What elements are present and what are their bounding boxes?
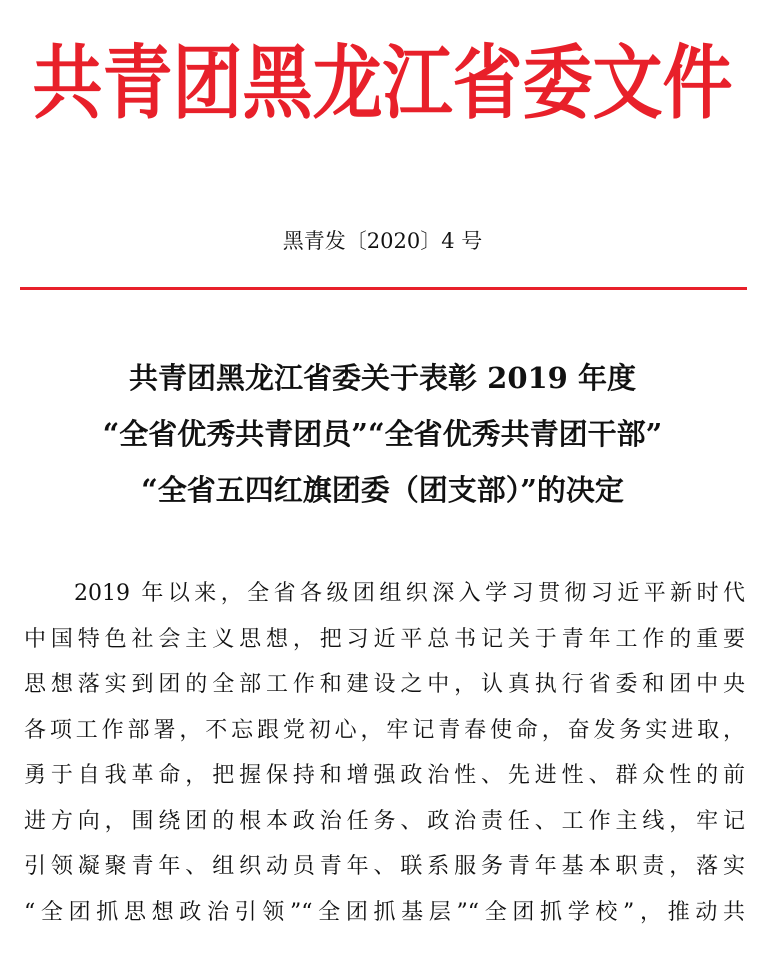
body-line-6: 进方向，围绕团的根本政治任务、政治责任、工作主线，牢记 xyxy=(24,808,745,834)
body-line-7: 引领凝聚青年、组织动员青年、联系服务青年基本职责，落实 xyxy=(24,854,745,879)
red-divider-rule xyxy=(20,287,747,290)
body-line-3: 思想落实到团的全部工作和建设之中，认真执行省委和团中央 xyxy=(24,672,745,697)
document-number: 黑青发〔2020〕4 号 xyxy=(282,229,483,253)
body-line-8: “全团抓思想政治引领”“全团抓基层”“全团抓学校”，推动共 xyxy=(24,899,745,925)
document-masthead: 共青团黑龙江省委文件 xyxy=(32,36,733,131)
title-line-3: “全省五四红旗团委（团支部）”的决定 xyxy=(141,473,624,507)
title-line-1: 共青团黑龙江省委关于表彰 2019 年度 xyxy=(129,361,636,395)
title-line-2: “全省优秀共青团员”“全省优秀共青团干部” xyxy=(102,417,663,451)
body-line-4: 各项工作部署，不忘跟党初心，牢记青春使命，奋发务实进取， xyxy=(24,717,745,743)
body-line-5: 勇于自我革命，把握保持和增强政治性、先进性、群众性的前 xyxy=(24,763,745,788)
body-line-2: 中国特色社会主义思想，把习近平总书记关于青年工作的重要 xyxy=(24,626,745,652)
document-title xyxy=(0,350,765,518)
body-line-1: 2019 年以来，全省各级团组织深入学习贯彻习近平新时代 xyxy=(74,581,745,606)
body-paragraph xyxy=(24,571,745,935)
